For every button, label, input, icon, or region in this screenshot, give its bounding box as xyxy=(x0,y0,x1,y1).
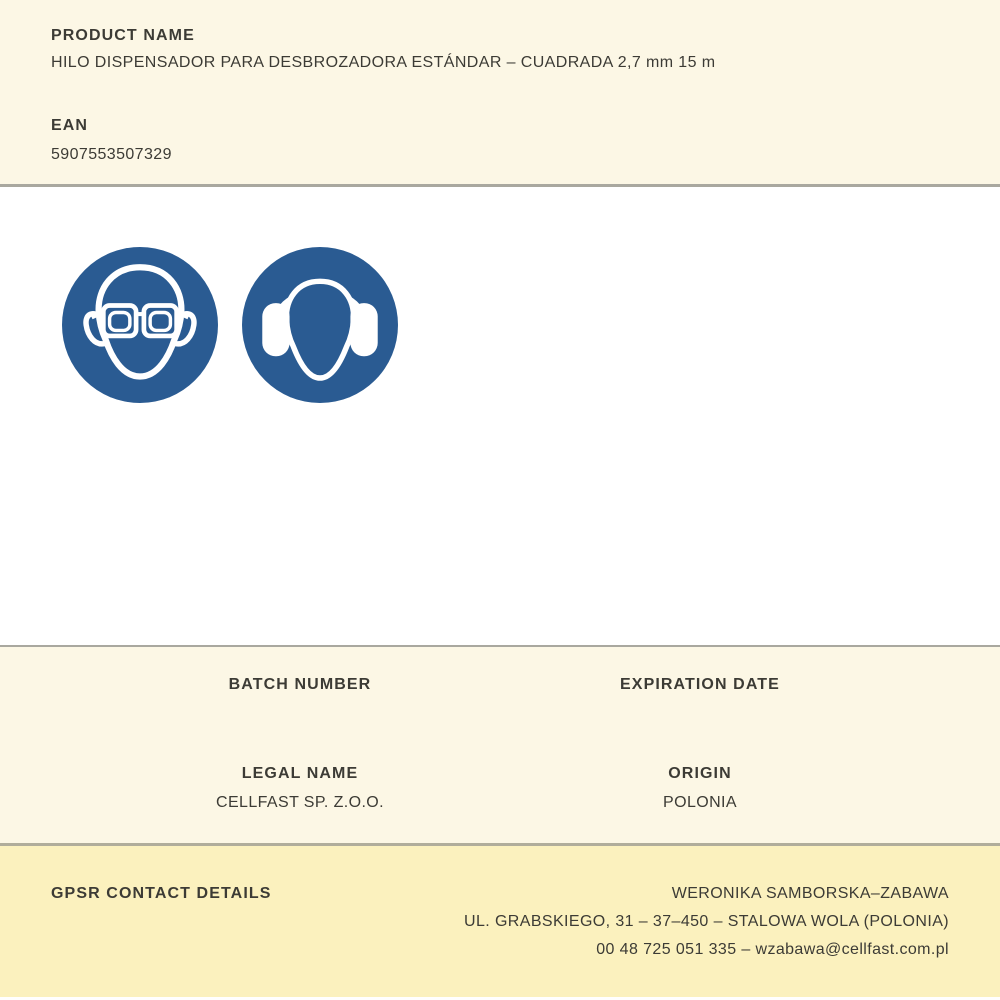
batch-number-label: BATCH NUMBER xyxy=(228,676,372,693)
gpsr-contact-block xyxy=(464,880,949,964)
batch-number-value xyxy=(100,705,500,723)
expiration-date-field xyxy=(500,676,900,765)
product-header-section xyxy=(0,0,1000,184)
gpsr-contact-label: GPSR CONTACT DETAILS xyxy=(51,885,272,902)
origin-label: ORIGIN xyxy=(668,765,732,782)
ean-label: EAN xyxy=(51,117,89,134)
origin-field xyxy=(500,765,900,812)
gpsr-contact-section xyxy=(0,846,1000,997)
gpsr-contact-address: UL. GRABSKIEGO, 31 – 37–450 – STALOWA WOLA (POLONIA) xyxy=(464,913,949,930)
expiration-date-label: EXPIRATION DATE xyxy=(620,676,780,693)
details-section xyxy=(0,647,1000,843)
origin-value: POLONIA xyxy=(663,794,737,811)
legal-name-field xyxy=(100,765,500,812)
expiration-date-value xyxy=(500,705,900,723)
batch-number-field xyxy=(100,676,500,765)
ear-protection-icon xyxy=(242,247,398,403)
gpsr-contact-name: WERONIKA SAMBORSKA–ZABAWA xyxy=(671,885,949,902)
safety-icons-section xyxy=(0,187,1000,645)
product-name-value: HILO DISPENSADOR PARA DESBROZADORA ESTÁNDAR – CUADRADA 2,7 mm 15 m xyxy=(51,54,716,71)
legal-name-label: LEGAL NAME xyxy=(241,765,359,782)
eye-protection-icon xyxy=(62,247,218,403)
gpsr-contact-phone-email: 00 48 725 051 335 – wzabawa@cellfast.com.pl xyxy=(596,941,949,958)
ean-value: 5907553507329 xyxy=(51,146,172,163)
safety-icon-row xyxy=(62,247,398,403)
product-name-label: PRODUCT NAME xyxy=(51,27,195,44)
details-grid xyxy=(100,676,900,812)
legal-name-value: CELLFAST SP. Z.O.O. xyxy=(216,794,384,811)
